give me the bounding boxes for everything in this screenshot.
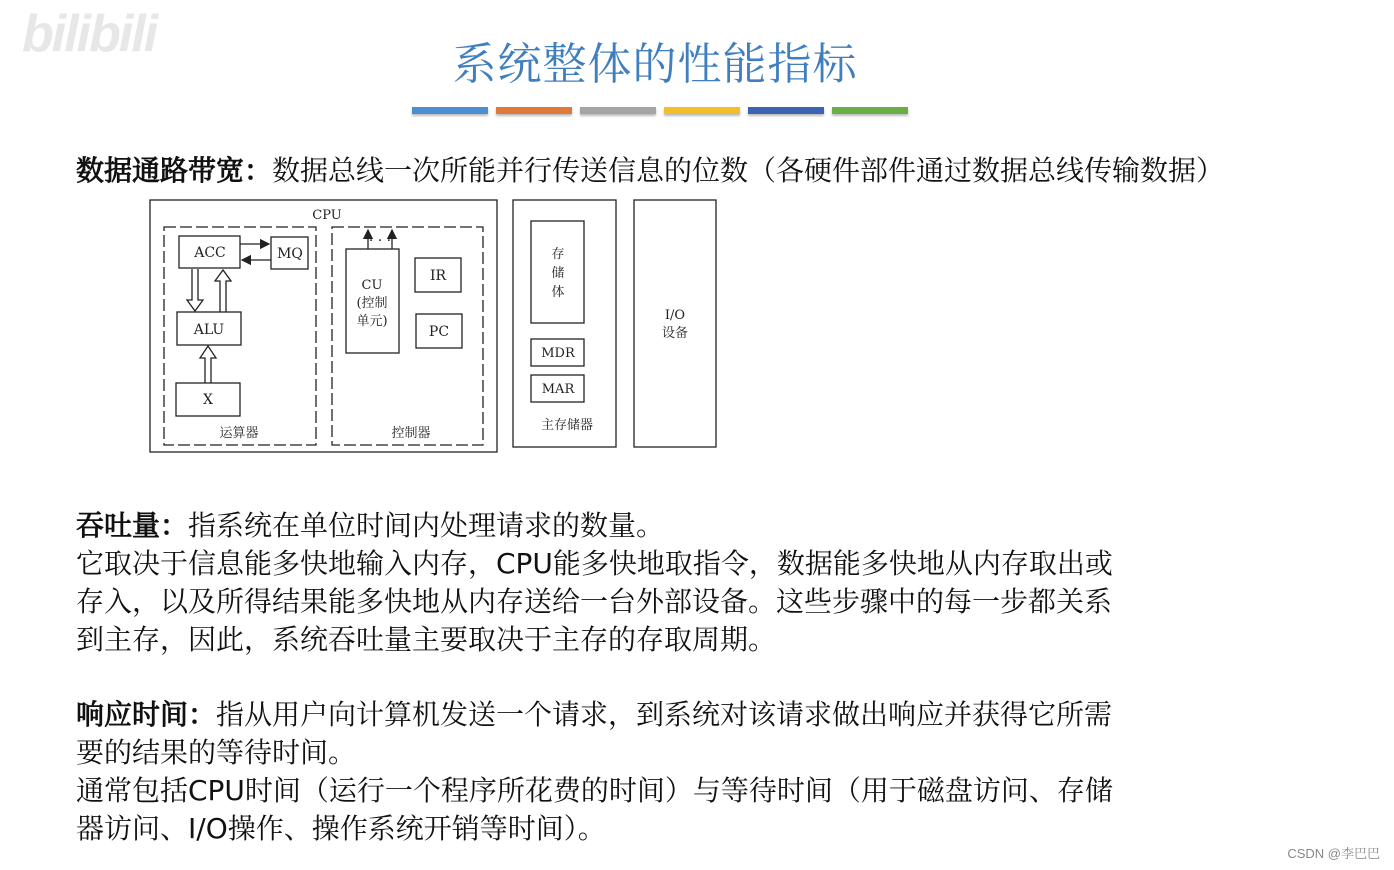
bilibili-logo: bilibili: [22, 5, 157, 63]
storage-label-1: 存: [551, 247, 565, 262]
throughput-line: 到主存，因此，系统吞吐量主要取决于主存的存取周期。: [76, 623, 777, 656]
storage-label-3: 体: [551, 285, 565, 300]
response-time-paragraph: [76, 696, 1113, 848]
control-unit-label: 控制器: [391, 426, 431, 441]
throughput-line: 存入，以及所得结果能多快地从内存送给一台外部设备。这些步骤中的每一步都关系: [76, 585, 1113, 618]
throughput-paragraph: [76, 507, 1113, 659]
cpu-label: CPU: [312, 208, 342, 223]
throughput-line: 指系统在单位时间内处理请求的数量。: [188, 509, 665, 542]
response-line: 要的结果的等待时间。: [76, 736, 357, 769]
cu-label-3: 单元): [356, 314, 388, 329]
computer-architecture-diagram: [146, 197, 721, 457]
color-bar-segment: [832, 107, 908, 114]
ir-label: IR: [429, 268, 447, 284]
throughput-term: 吞吐量：: [76, 509, 189, 542]
color-bar-segment: [580, 107, 656, 114]
main-memory-label: 主存储器: [540, 418, 594, 433]
bandwidth-term: 数据通路带宽：: [76, 154, 273, 187]
response-line: 器访问、I/O操作、操作系统开销等时间）。: [76, 812, 606, 845]
color-bar: [412, 107, 908, 114]
pc-label: PC: [428, 324, 450, 340]
color-bar-segment: [748, 107, 824, 114]
page-title: 系统整体的性能指标: [452, 39, 858, 90]
acc-label: ACC: [194, 245, 226, 261]
io-label-2: 设备: [661, 326, 689, 341]
cu-label-2: (控制: [356, 296, 388, 311]
alu-unit-label: 运算器: [219, 426, 259, 441]
color-bar-segment: [496, 107, 572, 114]
response-line: 指从用户向计算机发送一个请求，到系统对该请求做出响应并获得它所需: [216, 698, 1113, 731]
x-label: X: [203, 392, 213, 408]
mdr-label: MDR: [541, 346, 575, 361]
cu-label-1: CU: [361, 278, 383, 293]
response-time-term: 响应时间：: [76, 698, 217, 731]
mq-label: MQ: [277, 246, 303, 262]
throughput-line: 它取决于信息能多快地输入内存，CPU能多快地取指令，数据能多快地从内存取出或: [76, 547, 1113, 580]
color-bar-segment: [412, 107, 488, 114]
mar-label: MAR: [541, 382, 575, 397]
csdn-watermark: CSDN @李巴巴: [1287, 846, 1380, 861]
alu-label: ALU: [193, 322, 225, 338]
svg-text:· · ·: · · ·: [368, 233, 392, 249]
color-bar-segment: [664, 107, 740, 114]
io-device-box: [634, 200, 716, 447]
bandwidth-text: 数据总线一次所能并行传送信息的位数（各硬件部件通过数据总线传输数据）: [272, 154, 1225, 187]
io-label-1: I/O: [664, 308, 686, 323]
response-line: 通常包括CPU时间（运行一个程序所花费的时间）与等待时间（用于磁盘访问、存储: [76, 774, 1113, 807]
bandwidth-paragraph: [76, 152, 1224, 190]
storage-label-2: 储: [551, 266, 565, 281]
